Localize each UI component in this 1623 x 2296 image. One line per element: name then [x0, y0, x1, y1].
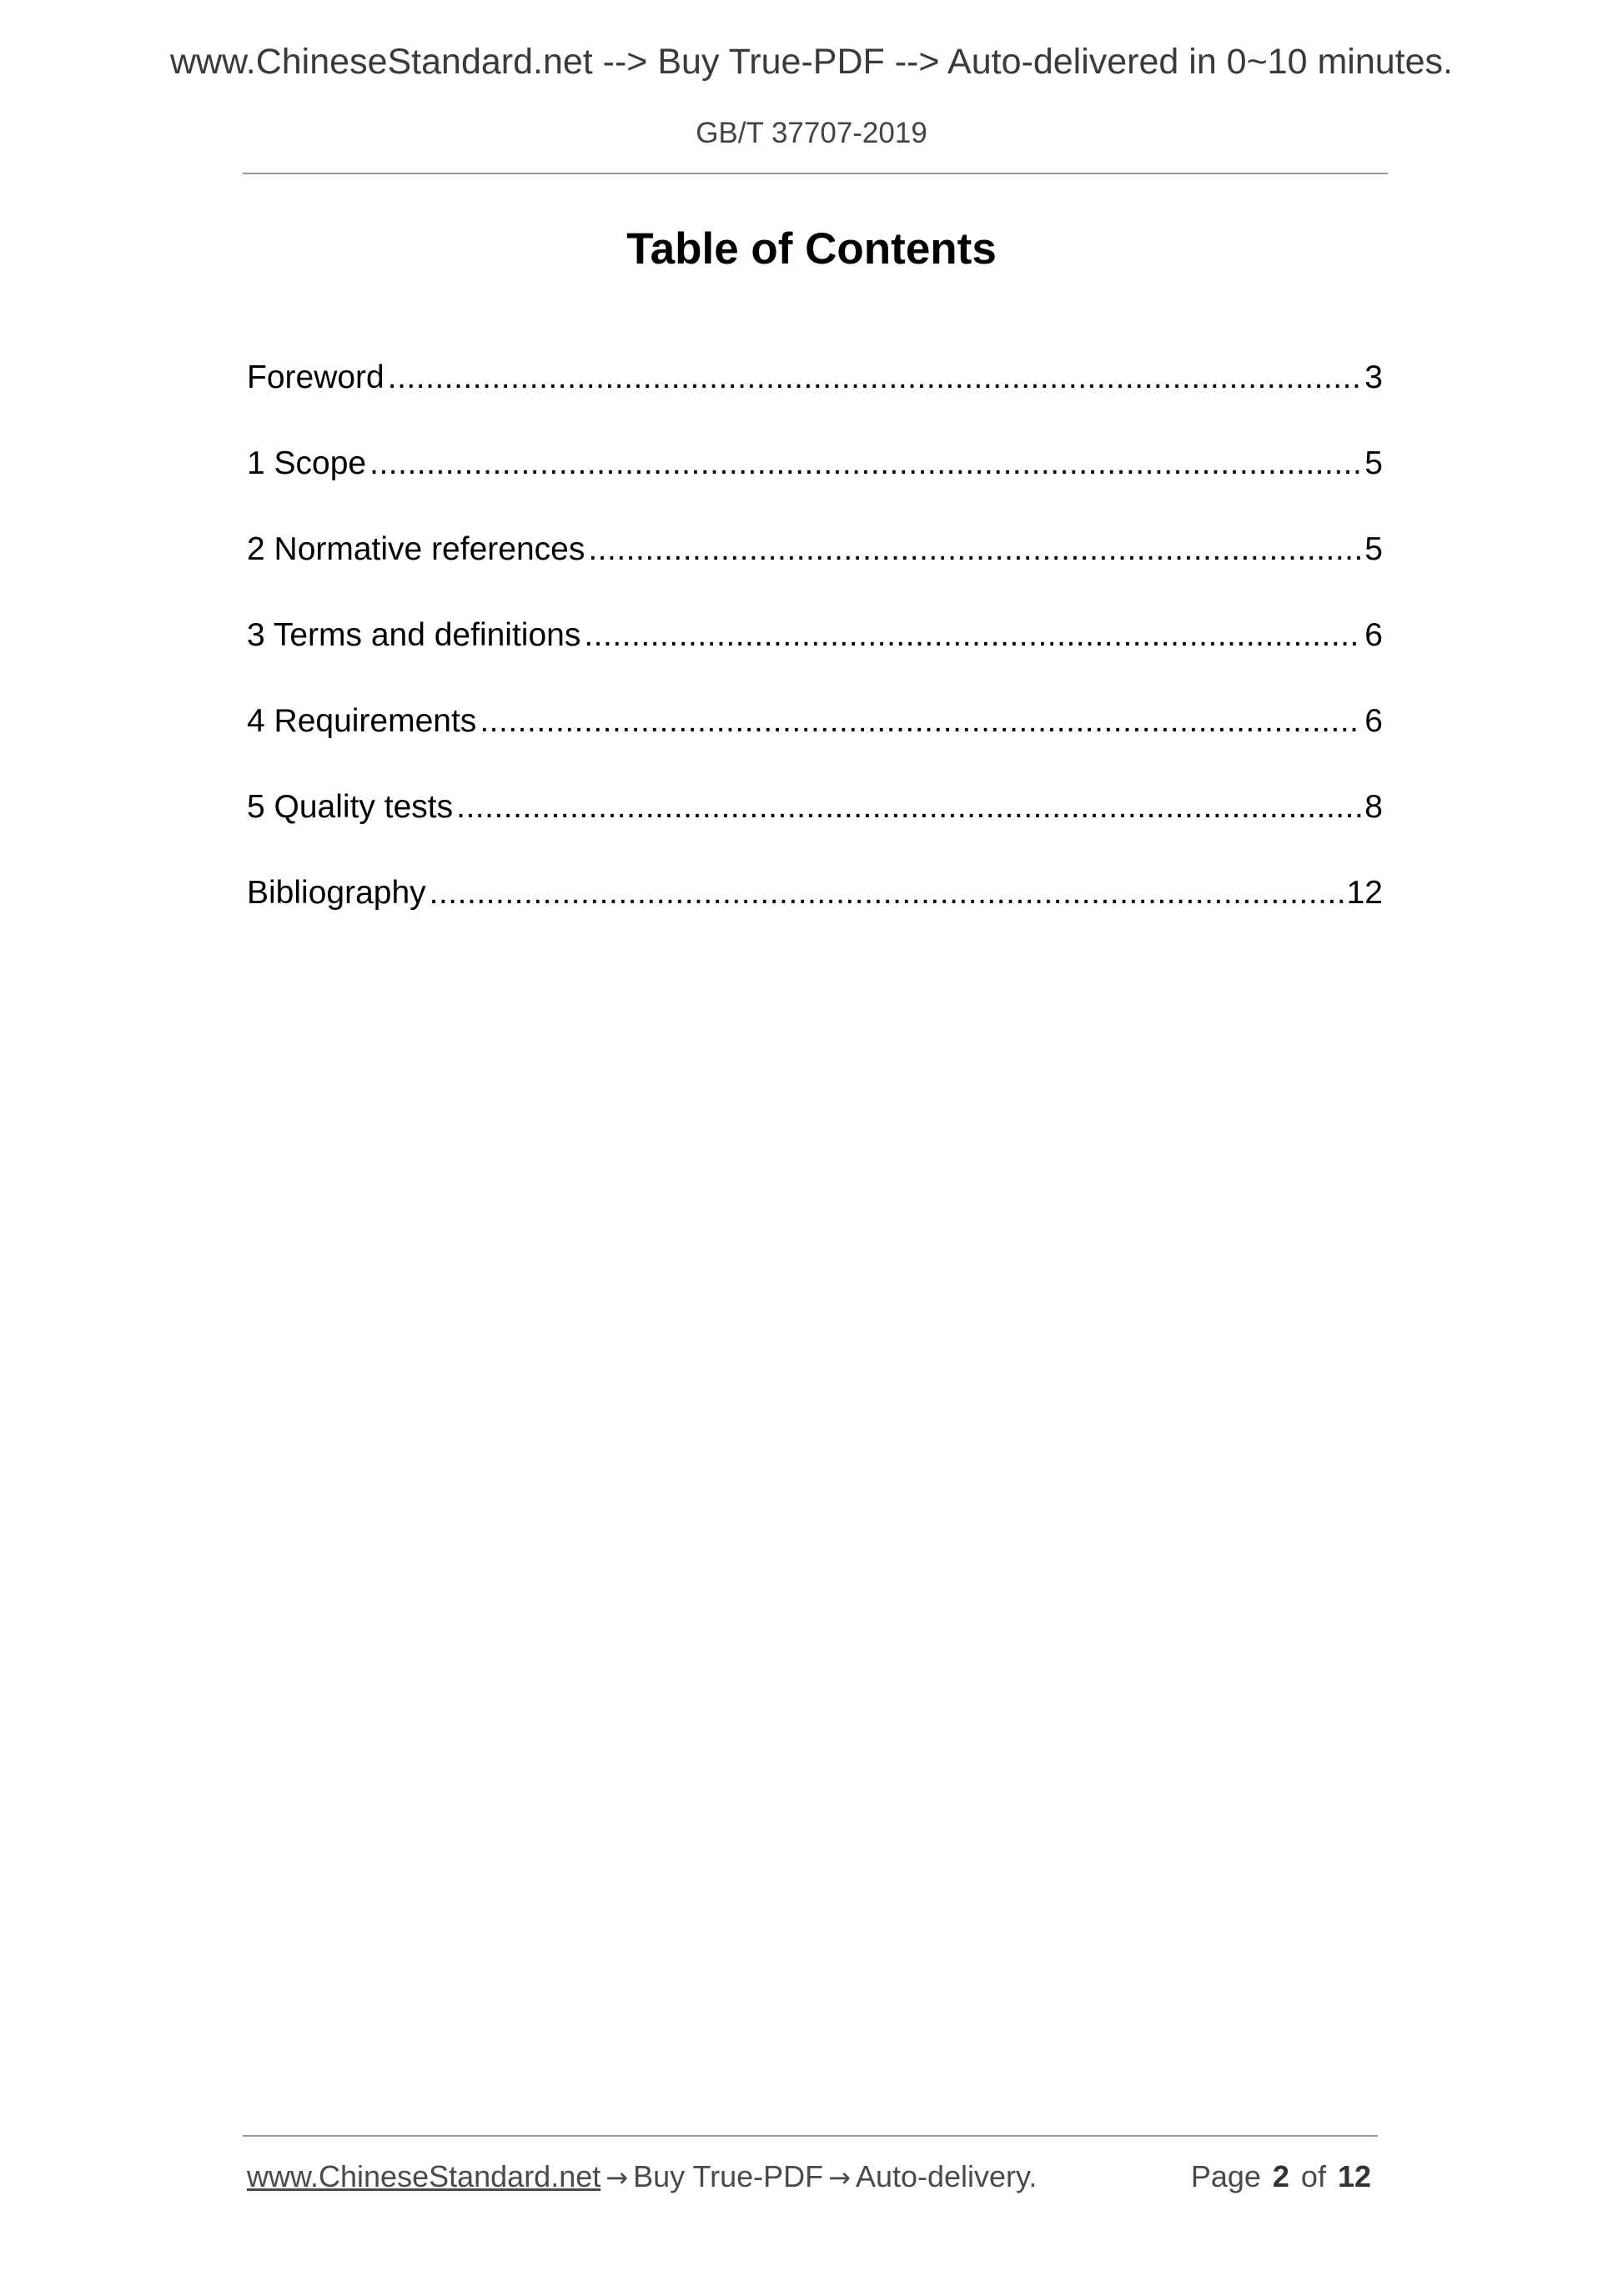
toc-entry-requirements[interactable] — [247, 702, 1383, 788]
page-word: Page — [1190, 2159, 1261, 2193]
site-banner: www.ChineseStandard.net --> Buy True-PDF --> Auto-delivered in 0~10 minutes. — [169, 42, 1453, 82]
footer-divider — [243, 2135, 1378, 2137]
toc-entry-label: Foreword — [247, 359, 384, 395]
toc-entry-page: 8 — [1364, 789, 1383, 825]
dot-leader — [388, 359, 1362, 397]
arrow-right-icon: → — [605, 2162, 629, 2193]
dot-leader — [430, 874, 1344, 912]
of-word: of — [1300, 2159, 1326, 2193]
toc-entry-page: 6 — [1364, 703, 1383, 739]
toc-entry-normative-references[interactable] — [247, 530, 1383, 616]
footer-left — [247, 2159, 1037, 2194]
arrow-right-icon: → — [828, 2162, 851, 2193]
dot-leader — [588, 530, 1361, 569]
toc-entry-scope[interactable] — [247, 445, 1383, 530]
page-current: 2 — [1272, 2159, 1289, 2193]
toc-entry-label: 1 Scope — [247, 445, 367, 481]
page-footer — [247, 2159, 1378, 2201]
dot-leader — [584, 616, 1361, 655]
dot-leader — [480, 702, 1361, 741]
toc-entry-page: 5 — [1364, 445, 1383, 481]
toc-entry-label: 2 Normative references — [247, 531, 585, 567]
footer-delivery-text: Auto-delivery. — [855, 2159, 1038, 2193]
page-total: 12 — [1337, 2159, 1371, 2193]
page-indicator — [1191, 2159, 1371, 2194]
toc-list — [247, 359, 1383, 960]
toc-entry-label: 3 Terms and definitions — [247, 617, 581, 653]
footer-buy-text: Buy True-PDF — [633, 2159, 824, 2193]
toc-entry-label: 5 Quality tests — [247, 789, 454, 825]
toc-entry-label: 4 Requirements — [247, 703, 477, 739]
toc-entry-page: 3 — [1364, 359, 1383, 395]
toc-entry-terms-and-definitions[interactable] — [247, 616, 1383, 702]
toc-entry-foreword[interactable] — [247, 359, 1383, 445]
toc-entry-page: 12 — [1346, 875, 1383, 911]
document-code: GB/T 37707-2019 — [696, 117, 927, 149]
dot-leader — [456, 788, 1361, 826]
header-divider — [243, 173, 1388, 174]
toc-entry-label: Bibliography — [247, 875, 426, 911]
toc-entry-quality-tests[interactable] — [247, 788, 1383, 874]
footer-site-link[interactable]: www.ChineseStandard.net — [247, 2159, 601, 2193]
toc-entry-page: 5 — [1364, 531, 1383, 567]
dot-leader — [369, 445, 1361, 483]
toc-entry-page: 6 — [1364, 617, 1383, 653]
toc-entry-bibliography[interactable] — [247, 874, 1383, 960]
toc-title: Table of Contents — [626, 224, 997, 274]
